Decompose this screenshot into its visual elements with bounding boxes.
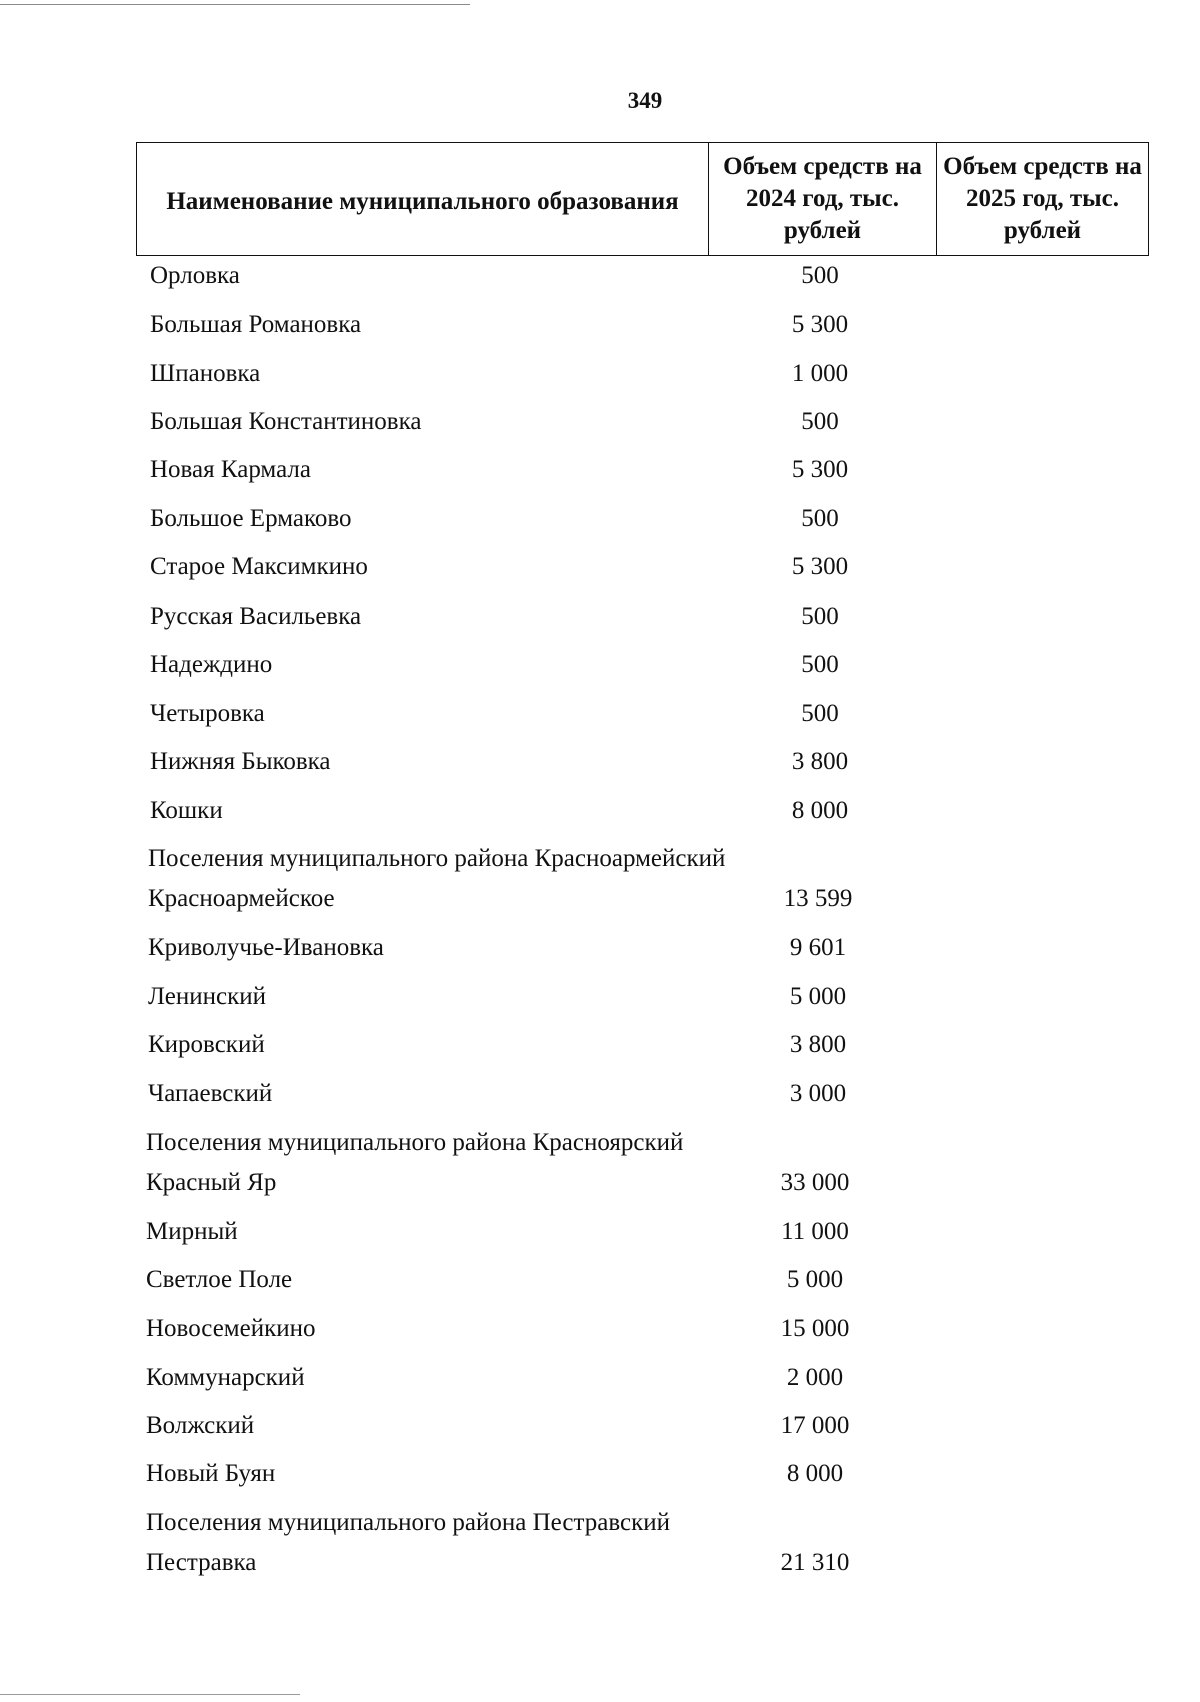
row-value-2024: 3 000 <box>789 1080 847 1107</box>
row-name: Кировский <box>148 1031 265 1058</box>
header-name-column: Наименование муниципального образования <box>166 188 679 215</box>
row-value-2024: 1 000 <box>791 360 849 387</box>
row-name: Криволучье-Ивановка <box>148 934 384 961</box>
row-value-2024: 3 800 <box>791 748 849 775</box>
row-name: Большая Романовка <box>150 311 362 338</box>
row-value-2024: 13 599 <box>783 885 853 912</box>
row-value-2024: 8 000 <box>786 1460 844 1487</box>
row-value-2024: 21 310 <box>780 1549 850 1576</box>
row-name: Четыровка <box>150 700 265 727</box>
row-name: Большая Константиновка <box>150 408 422 435</box>
row-name: Красноармейское <box>148 885 335 912</box>
header-2024-column: Объем средств на 2024 год, тыс. рублей <box>708 143 936 255</box>
scan-edge-bottom <box>0 1694 300 1695</box>
row-value-2024: 15 000 <box>780 1315 850 1342</box>
row-value-2024: 500 <box>801 651 839 678</box>
row-value-2024: 500 <box>801 700 839 727</box>
row-value-2024: 5 300 <box>791 553 849 580</box>
row-value-2024: 33 000 <box>780 1169 850 1196</box>
row-name: Коммунарский <box>146 1364 305 1391</box>
row-name: Новосемейкино <box>146 1315 316 1342</box>
row-name: Ленинский <box>148 983 267 1010</box>
row-name: Большое Ермаково <box>150 505 352 532</box>
group-title: Поселения муниципального района Пестравский <box>146 1509 670 1536</box>
row-value-2024: 5 300 <box>791 456 849 483</box>
row-name: Волжский <box>146 1412 255 1439</box>
row-value-2024: 5 000 <box>786 1266 844 1293</box>
row-name: Кошки <box>150 797 223 824</box>
row-name: Шпановка <box>150 360 261 387</box>
row-name: Надеждино <box>150 651 273 678</box>
group-title: Поселения муниципального района Красноармейский <box>148 845 726 872</box>
header-2025-column: Объем средств на 2025 год, тыс. рублей <box>936 143 1148 255</box>
row-name: Орловка <box>150 262 240 289</box>
row-name: Старое Максимкино <box>150 553 368 580</box>
row-value-2024: 5 000 <box>789 983 847 1010</box>
row-value-2024: 500 <box>801 505 839 532</box>
row-name: Светлое Поле <box>146 1266 293 1293</box>
row-name: Новая Кармала <box>150 456 311 483</box>
row-name: Русская Васильевка <box>150 603 362 630</box>
row-name: Чапаевский <box>148 1080 273 1107</box>
row-name: Нижняя Быковка <box>150 748 331 775</box>
row-name: Новый Буян <box>146 1460 276 1487</box>
row-name: Красный Яр <box>146 1169 277 1196</box>
row-value-2024: 500 <box>801 408 839 435</box>
row-value-2024: 2 000 <box>786 1364 844 1391</box>
row-value-2024: 9 601 <box>789 934 847 961</box>
page-number: 349 <box>627 88 663 113</box>
row-value-2024: 5 300 <box>791 311 849 338</box>
row-value-2024: 17 000 <box>780 1412 850 1439</box>
row-value-2024: 500 <box>801 262 839 289</box>
row-value-2024: 3 800 <box>789 1031 847 1058</box>
row-value-2024: 11 000 <box>781 1218 849 1245</box>
row-value-2024: 500 <box>801 603 839 630</box>
row-name: Мирный <box>146 1218 238 1245</box>
row-name: Пестравка <box>146 1549 257 1576</box>
row-value-2024: 8 000 <box>791 797 849 824</box>
group-title: Поселения муниципального района Красноярский <box>146 1129 684 1156</box>
